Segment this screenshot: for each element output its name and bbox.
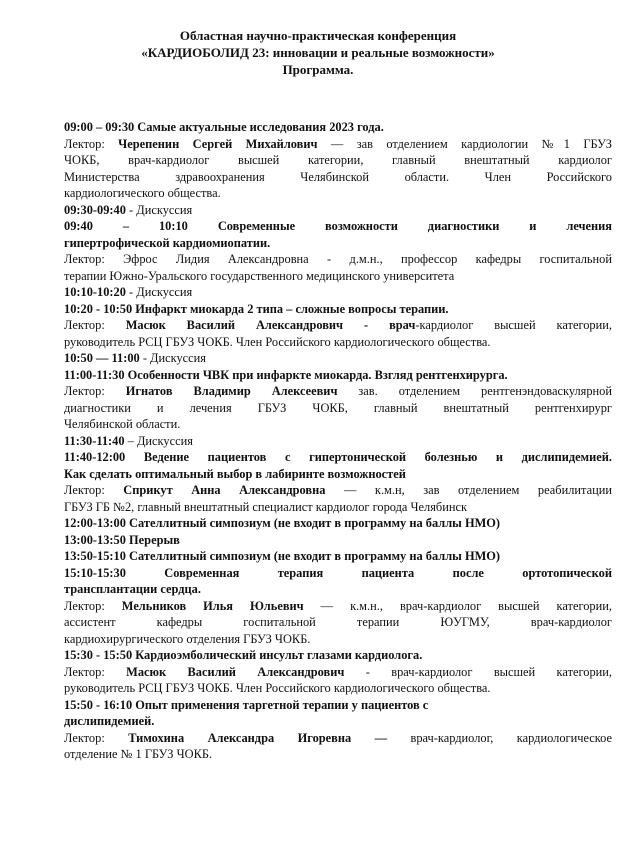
regular-text: — к.м.н., врач-кардиолог высшей категории, (303, 598, 612, 613)
program-line (64, 532, 612, 549)
bold-text: Сприкут Анна Александровна (123, 483, 326, 497)
program-line (64, 218, 612, 235)
program-line (64, 416, 612, 433)
bold-text: Игнатов Владимир Алексеевич (125, 384, 338, 398)
program-line (64, 565, 612, 582)
program-line (64, 185, 612, 202)
program-line (64, 746, 612, 763)
program-line (64, 598, 612, 615)
regular-text: - врач-кардиолог высшей категории, (344, 664, 613, 679)
bold-text: гипертрофической кардиомиопатии. (64, 235, 271, 250)
program-line (64, 350, 612, 367)
program-line (64, 433, 612, 450)
program-heading: Программа. (282, 62, 354, 77)
program-line (64, 515, 612, 532)
program-line (64, 664, 612, 681)
regular-text: - Дискуссия (125, 202, 193, 217)
program-line (64, 697, 612, 714)
program-line (64, 136, 612, 153)
program-line (64, 268, 612, 285)
bold-text: 10:50 — 11:00 (64, 351, 140, 365)
bold-text: 11:00-11:30 Особенности ЧВК при инфаркте миокарда. Взгляд рентгенхирурга. (64, 367, 508, 382)
program-line (64, 730, 612, 747)
regular-text: - Дискуссия (139, 351, 206, 365)
regular-text: ГБУЗ ГБ №2, главный внештатный специалист кардиолог города Челябинск (64, 499, 468, 514)
regular-text: диагностики и лечения ГБУЗ ЧОКБ, главный внештатный рентгенхирург (64, 400, 612, 415)
bold-text: Как сделать оптимальный выбор в лабиринте возможностей (64, 466, 406, 481)
regular-text: зав. отделением рентгенэндоваскулярной (337, 384, 613, 398)
regular-text: врач-кардиолог, кардиологическое (387, 730, 613, 745)
program-line (64, 169, 612, 186)
program-line (64, 317, 612, 334)
program-line (64, 548, 612, 565)
bold-text: 09:00 – 09:30 Самые актуальные исследования 2023 года. (64, 120, 384, 134)
program-line (64, 367, 612, 384)
bold-text: дислипидемией. (64, 714, 155, 728)
bold-text: 09:40 – 10:10 Современные возможности диагностики и лечения (64, 219, 612, 233)
bold-text: 09:30-09:40 (64, 202, 126, 217)
program-line (64, 152, 612, 169)
program-line (64, 202, 612, 219)
bold-text: 10:10-10:20 (64, 285, 126, 299)
regular-text: Лектор: (64, 384, 126, 398)
program-line (64, 499, 612, 516)
bold-text: трансплантации сердца. (64, 582, 201, 596)
program-line (64, 251, 612, 268)
bold-text: Масюк Василий Александрович - врач (125, 318, 416, 332)
program-line (64, 614, 612, 631)
program-line (64, 334, 612, 351)
bold-text: Черепенин Сергей Михайлович (118, 136, 318, 151)
bold-text: 15:30 - 15:50 Кардиоэмболический инсульт глазами кардиолога. (64, 648, 423, 662)
program-line (64, 631, 612, 648)
regular-text: руководитель РСЦ ГБУЗ ЧОКБ. Член Российского кардиологического общества. (64, 334, 491, 349)
regular-text: кардиохирургического отделения ГБУЗ ЧОКБ. (64, 631, 311, 646)
regular-text: Лектор: (64, 730, 129, 745)
conference-title: Областная научно-практическая конференция (179, 28, 457, 43)
program-line (64, 449, 612, 466)
program-line (64, 383, 612, 400)
bold-text: Масюк Василий Александрович (126, 664, 345, 679)
document-header (0, 27, 636, 78)
regular-text: Лектор: (64, 483, 124, 497)
program-line (64, 466, 612, 483)
regular-text: Лектор: (64, 664, 127, 679)
regular-text: — зав отделением кардиологии №1 ГБУЗ (317, 136, 612, 151)
program-line (64, 713, 612, 730)
regular-text: ассистент кафедры госпитальной терапии ЮУГМУ, врач-кардиолог (64, 615, 612, 629)
regular-text: отделение № 1 ГБУЗ ЧОКБ. (64, 747, 213, 761)
bold-text: 15:10-15:30 Современная терапия пациента после ортотопической (64, 565, 612, 580)
program-line (64, 235, 612, 252)
regular-text: кардиологического общества. (64, 186, 221, 200)
bold-text: 11:30-11:40 (64, 433, 125, 448)
regular-text: -кардиолог высшей категории, (415, 318, 612, 332)
program-line (64, 680, 612, 697)
bold-text: 15:50 - 16:10 Опыт применения таргетной терапии у пациентов с (64, 697, 429, 712)
bold-text: 11:40-12:00 Ведение пациентов с гипертонической болезнью и дислипидемией. (64, 450, 612, 464)
regular-text: Лектор: (64, 318, 126, 332)
regular-text: руководитель РСЦ ГБУЗ ЧОКБ. Член Российского кардиологического общества. (64, 681, 491, 695)
regular-text: — к.м.н, зав отделением реабилитации (325, 483, 612, 497)
regular-text: ЧОКБ, врач-кардиолог высшей категории, главный внештатный кардиолог (64, 153, 612, 167)
bold-text: 12:00-13:00 Сателлитный симпозиум (не входит в программу на баллы НМО) (64, 516, 501, 530)
bold-text: Тимохина Александра Игоревна — (128, 730, 388, 745)
regular-text: - Дискуссия (125, 285, 193, 299)
bold-text: 13:50-15:10 Сателлитный симпозиум (не входит в программу на баллы НМО) (64, 549, 501, 563)
regular-text: – Дискуссия (124, 433, 193, 448)
program-line (64, 119, 612, 136)
program-line (64, 581, 612, 598)
regular-text: Лектор: Эфрос Лидия Александровна - д.м.н., профессор кафедры госпитальной (64, 252, 612, 266)
program-line (64, 647, 612, 664)
regular-text: терапии Южно-Уральского государственного медицинского университета (64, 268, 455, 283)
regular-text: Лектор: (64, 598, 122, 613)
regular-text: Челябинской области. (64, 417, 181, 431)
program-line (64, 482, 612, 499)
bold-text: Мельников Илья Юльевич (121, 598, 304, 613)
bold-text: 10:20 - 10:50 Инфаркт миокарда 2 типа – сложные вопросы терапии. (64, 301, 449, 316)
program-line (64, 284, 612, 301)
regular-text: Министерства здравоохранения Челябинской области. Член Российского (64, 169, 612, 184)
program-line (64, 400, 612, 417)
program-line (64, 301, 612, 318)
regular-text: Лектор: (64, 136, 119, 151)
program-body (64, 119, 612, 763)
bold-text: 13:00-13:50 Перерыв (64, 532, 180, 547)
conference-name: «КАРДИОБОЛИД 23: инновации и реальные возможности» (141, 45, 495, 60)
